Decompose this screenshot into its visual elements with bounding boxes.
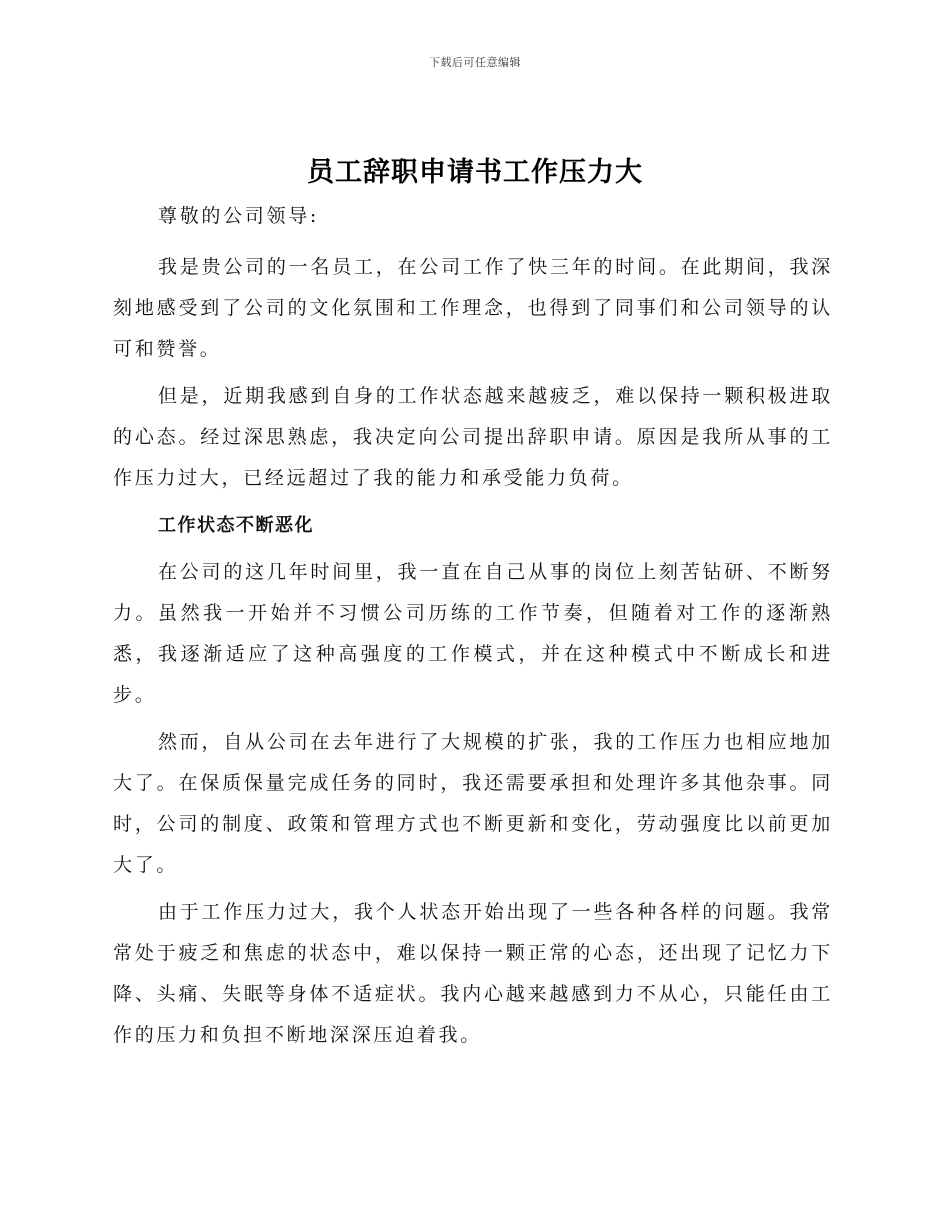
paragraph-intro-1: 我是贵公司的一名员工，在公司工作了快三年的时间。在此期间，我深刻地感受到了公司的文化氛围和工作理念，也得到了同事们和公司领导的认可和赞誉。: [113, 256, 833, 360]
header-note: 下载后可任意编辑: [429, 56, 521, 69]
section-heading: 工作状态不断恶化: [158, 515, 314, 536]
document-body: [113, 196, 833, 1062]
document-title: 员工辞职申请书工作压力大: [307, 157, 643, 188]
paragraph-section-3: 由于工作压力过大，我个人状态开始出现了一些各种各样的问题。我常常处于疲乏和焦虑的状态中，难以保持一颗正常的心态，还出现了记忆力下降、头痛、失眠等身体不适症状。我内心越来越感到力不从心，只能任由工作的压力和负担不断地深深压迫着我。: [113, 901, 833, 1046]
paragraph-section-1: 在公司的这几年时间里，我一直在自己从事的岗位上刻苦钻研、不断努力。虽然我一开始并不习惯公司历练的工作节奏，但随着对工作的逐渐熟悉，我逐渐适应了这种高强度的工作模式，并在这种模式中不断成长和进步。: [113, 561, 833, 706]
paragraph-intro-2: 但是，近期我感到自身的工作状态越来越疲乏，难以保持一颗积极进取的心态。经过深思熟虑，我决定向公司提出辞职申请。原因是我所从事的工作压力过大，已经远超过了我的能力和承受能力负荷。: [113, 385, 833, 489]
paragraph-section-2: 然而，自从公司在去年进行了大规模的扩张，我的工作压力也相应地加大了。在保质保量完成任务的同时，我还需要承担和处理许多其他杂事。同时，公司的制度、政策和管理方式也不断更新和变化，劳动强度比以前更加大了。: [113, 731, 833, 876]
salutation: 尊敬的公司领导:: [158, 205, 320, 227]
